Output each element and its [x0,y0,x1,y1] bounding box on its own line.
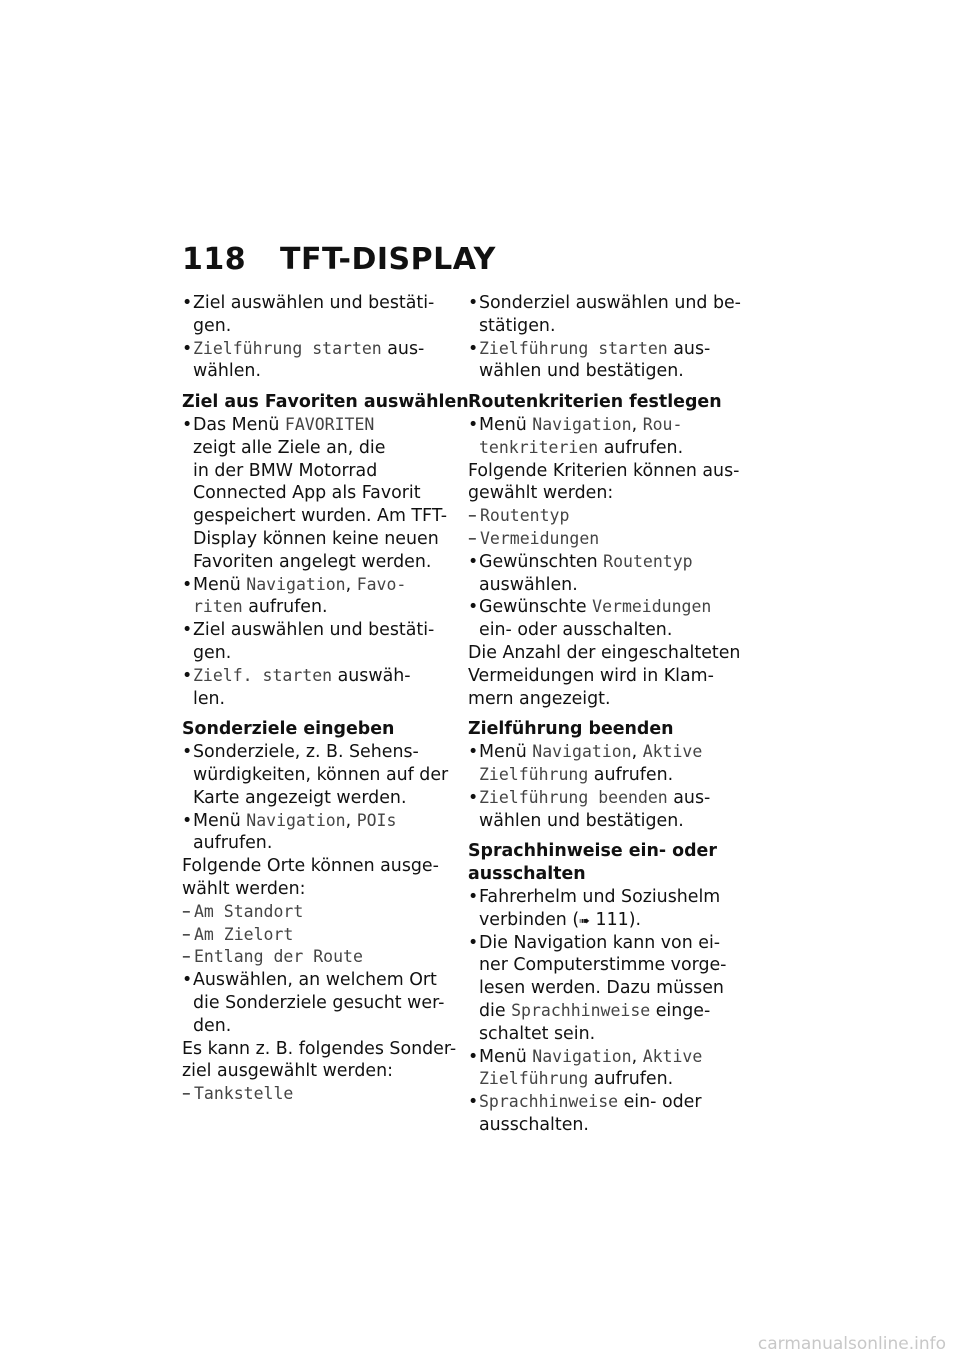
list-item-continuation: den. [193,1015,232,1036]
list-item-continuation: verbinden (➠ 111). [479,909,642,930]
list-item-continuation: wählen und bestätigen. [479,361,684,382]
menu-term: Navigation [532,742,632,762]
list-item-continuation: ein- oder ausschalten. [479,620,673,641]
list-item-continuation: riten aufrufen. [193,597,328,618]
dash-item [182,946,454,969]
list-item-continuation: in der BMW Motorrad [193,460,378,481]
list-item: • Sprachhinweise ein- oder [468,1091,740,1114]
menu-term: FAVORITEN [284,414,375,434]
list-item: • Zielführung starten aus- [182,338,454,361]
menu-term: Aktive [642,742,703,762]
list-item-continuation: Connected App als Favorit [193,483,421,504]
menu-term: Am Standort [194,901,304,921]
list-item-continuation: ausschalten. [479,1114,589,1135]
list-item: • Menü Navigation, Aktive [468,741,740,764]
menu-term: riten [193,597,243,617]
menu-term: Navigation [532,414,632,434]
page-number: 118 [182,242,247,277]
dash-item [468,505,740,528]
left-column [182,292,469,1106]
body-text: wählt werden: [182,878,306,899]
section-heading-sonderziele: Sonderziele eingeben [182,719,395,740]
list-item-continuation: Display können keine neuen [193,528,439,549]
body-text: Vermeidungen wird in Klam- [468,665,714,686]
list-item-continuation: die Sprachhinweise einge- [479,1000,711,1021]
section-heading-favoriten: Ziel aus Favoriten auswählen [182,392,469,413]
list-item-continuation: tenkriterien aufrufen. [479,437,684,458]
menu-term: Am Zielort [194,924,294,944]
list-item: • Gewünschten Routentyp [468,551,740,574]
list-item: • Zielf. starten auswäh- [182,665,454,688]
menu-term: tenkriterien [479,437,599,457]
list-item-continuation: auswählen. [479,574,578,595]
body-text: Die Anzahl der eingeschalteten [468,642,741,663]
list-item-continuation: würdigkeiten, können auf der [193,764,449,785]
menu-term: Zielführung [479,764,589,784]
list-item-continuation: wählen. [193,361,261,382]
right-column [468,292,740,1137]
list-item-continuation: Karte angezeigt werden. [193,787,407,808]
menu-term: Zielf. starten [193,665,333,685]
list-item-continuation: die Sonderziele gesucht wer- [193,992,445,1013]
body-text: mern angezeigt. [468,688,611,709]
menu-term: Zielführung starten [479,338,668,358]
menu-term: Sprachhinweise [479,1092,619,1112]
list-item-continuation: gen. [193,315,232,336]
menu-term: Tankstelle [194,1084,294,1104]
list-item-continuation: wählen und bestätigen. [479,810,684,831]
list-item-continuation: gespeichert wurden. Am TFT- [193,506,448,527]
list-item: • Auswählen, an welchem Ort [182,969,454,992]
list-item: • Die Navigation kann von ei- [468,932,740,955]
list-item-continuation: stätigen. [479,315,556,336]
body-text: gewählt werden: [468,483,614,504]
list-item-continuation: lesen werden. Dazu müssen [479,978,724,999]
list-item: • Menü Navigation, Favo- [182,574,454,597]
list-item: • Menü Navigation, Rou- [468,414,740,437]
page-header [182,242,496,277]
menu-term: Zielführung starten [193,338,382,358]
menu-term: Zielführung [479,1069,589,1089]
list-item-continuation: aufrufen. [193,833,273,854]
list-item-continuation: gen. [193,642,232,663]
list-item-continuation: Zielführung aufrufen. [479,1069,674,1090]
body-text: Folgende Orte können ausge- [182,856,439,877]
list-item: • Gewünschte Vermeidungen [468,596,740,619]
menu-term: Routentyp [603,551,693,571]
body-text: ziel ausgewählt werden: [182,1061,393,1082]
menu-term: Navigation [246,810,346,830]
menu-term: Aktive [642,1046,703,1066]
list-item: • Ziel auswählen und bestäti- [182,619,454,642]
dash-item [182,924,454,947]
menu-term: Sprachhinweise [511,1000,651,1020]
menu-term: Vermeidungen [480,528,600,548]
watermark: carmanualsonline.info [757,1334,946,1354]
dash-item [182,901,454,924]
menu-term: Navigation [246,574,346,594]
list-item: • Zielführung starten aus- [468,338,740,361]
list-item: • Sonderziele, z. B. Sehens- [182,741,454,764]
menu-term: POIs [356,810,397,830]
list-item: • Zielführung beenden aus- [468,787,740,810]
menu-term: Entlang der Route [194,947,363,967]
section-heading-sprachhinweise-cont: ausschalten [468,864,586,885]
menu-term: Routentyp [480,506,570,526]
list-item-continuation: zeigt alle Ziele an, die [193,437,386,458]
list-item: • Fahrerhelm und Soziushelm [468,886,740,909]
list-item-continuation: schaltet sein. [479,1023,596,1044]
menu-term: Zielführung beenden [479,787,668,807]
body-text: Folgende Kriterien können aus- [468,460,740,481]
list-item: • Ziel auswählen und bestäti- [182,292,454,315]
list-item: • Menü Navigation, Aktive [468,1046,740,1069]
list-item: • Sonderziel auswählen und be- [468,292,740,315]
section-heading-beenden: Zielführung beenden [468,719,674,740]
section-heading-routenkriterien: Routenkriterien festlegen [468,392,722,413]
body-text: Es kann z. B. folgendes Sonder- [182,1038,457,1059]
page-title: TFT-DISPLAY [280,242,496,277]
dash-item [468,528,740,551]
menu-term: Rou- [642,414,683,434]
list-item-continuation: Zielführung aufrufen. [479,764,674,785]
list-item-continuation: Favoriten angelegt werden. [193,551,432,572]
list-item-continuation: len. [193,688,226,709]
menu-term: Navigation [532,1046,632,1066]
menu-term: Vermeidungen [592,597,712,617]
list-item: • Menü Navigation, POIs [182,810,454,833]
list-item-continuation: ner Computerstimme vorge- [479,955,727,976]
menu-term: Favo- [356,574,407,594]
dash-item [182,1083,454,1106]
list-item: • Das Menü FAVORITEN [182,414,454,437]
page-reference-arrow-icon: ➠ [579,913,591,929]
section-heading-sprachhinweise: Sprachhinweise ein- oder [468,841,717,862]
